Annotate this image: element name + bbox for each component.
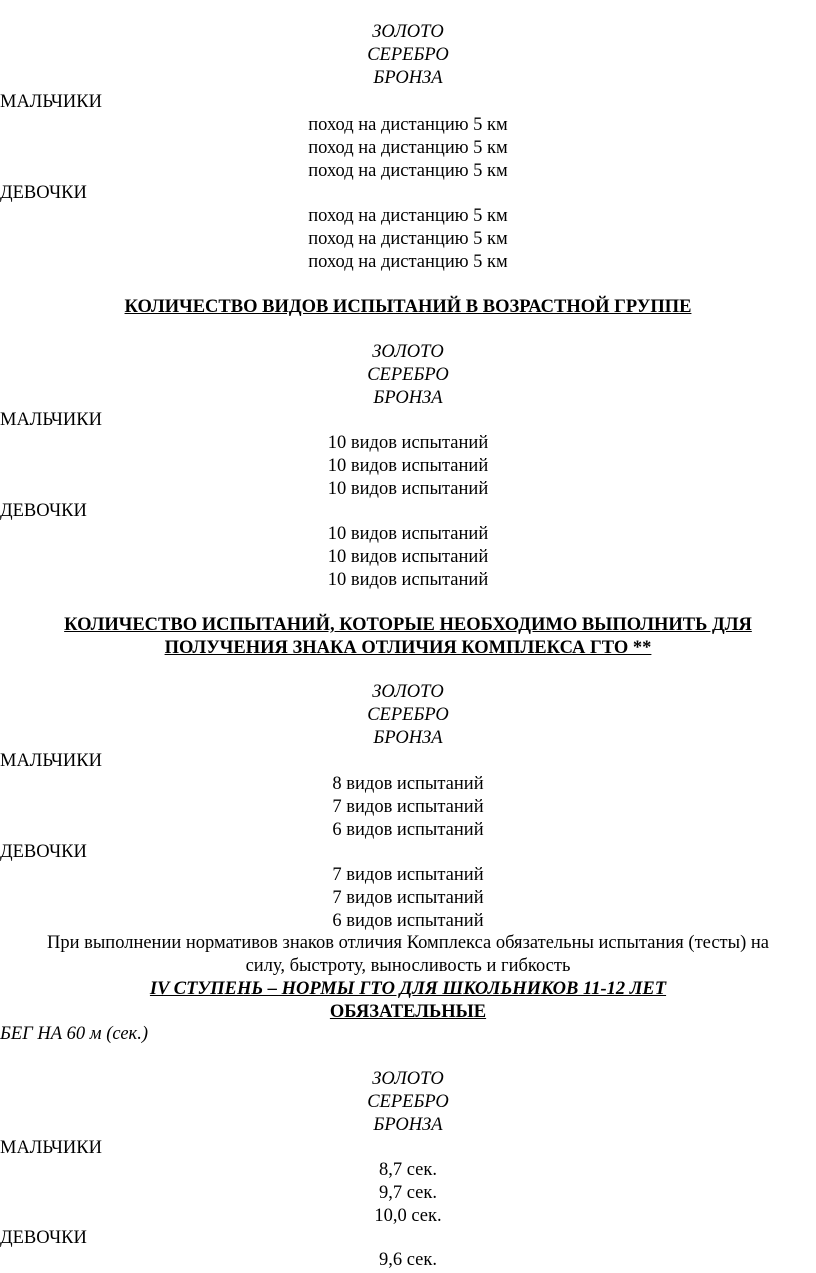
girls-bronze-value: поход на дистанцию 5 км — [308, 252, 508, 272]
girls-gold-value: поход на дистанцию 5 км — [308, 206, 508, 226]
boys-bronze-value: 6 видов испытаний — [332, 820, 484, 840]
note-line1: При выполнении нормативов знаков отличия Комплекса обязательны испытания (тесты) на — [47, 933, 769, 953]
medal-bronze-label: БРОНЗА — [373, 388, 443, 408]
girls-silver-value: поход на дистанцию 5 км — [308, 229, 508, 249]
girls-silver-value: 10 видов испытаний — [327, 547, 489, 567]
section-heading-line1: КОЛИЧЕСТВО ИСПЫТАНИЙ, КОТОРЫЕ НЕОБХОДИМО ВЫПОЛНИТЬ ДЛЯ — [64, 615, 752, 635]
girls-silver-value: 7 видов испытаний — [332, 888, 484, 908]
boys-bronze-value: поход на дистанцию 5 км — [308, 161, 508, 181]
boys-silver-value: 7 видов испытаний — [332, 797, 484, 817]
medal-silver-label: СЕРЕБРО — [367, 705, 449, 725]
medal-bronze-label: БРОНЗА — [373, 728, 443, 748]
girls-gold-value: 9,6 сек. — [378, 1250, 437, 1270]
medal-gold-label: ЗОЛОТО — [372, 22, 444, 42]
girls-gold-value: 10 видов испытаний — [327, 524, 489, 544]
boys-silver-value: 10 видов испытаний — [327, 456, 489, 476]
boys-gold-value: 8,7 сек. — [378, 1160, 437, 1180]
group-boys-label: МАЛЬЧИКИ — [0, 410, 102, 430]
boys-bronze-value: 10 видов испытаний — [327, 479, 489, 499]
section-heading: КОЛИЧЕСТВО ВИДОВ ИСПЫТАНИЙ В ВОЗРАСТНОЙ ГРУППЕ — [124, 297, 692, 317]
medal-bronze-label: БРОНЗА — [373, 1115, 443, 1135]
medal-silver-label: СЕРЕБРО — [367, 45, 449, 65]
group-girls-label: ДЕВОЧКИ — [0, 1228, 87, 1248]
medal-gold-label: ЗОЛОТО — [372, 342, 444, 362]
section-heading-line2: ПОЛУЧЕНИЯ ЗНАКА ОТЛИЧИЯ КОМПЛЕКСА ГТО ** — [164, 638, 652, 658]
test-title: БЕГ НА 60 м (сек.) — [0, 1024, 148, 1044]
medal-silver-label: СЕРЕБРО — [367, 1092, 449, 1112]
medal-bronze-label: БРОНЗА — [373, 68, 443, 88]
medal-gold-label: ЗОЛОТО — [372, 682, 444, 702]
group-boys-label: МАЛЬЧИКИ — [0, 751, 102, 771]
girls-gold-value: 7 видов испытаний — [332, 865, 484, 885]
medal-gold-label: ЗОЛОТО — [372, 1069, 444, 1089]
stage-heading: IV СТУПЕНЬ – НОРМЫ ГТО ДЛЯ ШКОЛЬНИКОВ 11-12 ЛЕТ — [149, 979, 667, 999]
boys-gold-value: поход на дистанцию 5 км — [308, 115, 508, 135]
boys-silver-value: 9,7 сек. — [378, 1183, 437, 1203]
group-boys-label: МАЛЬЧИКИ — [0, 1138, 102, 1158]
boys-gold-value: 10 видов испытаний — [327, 433, 489, 453]
boys-silver-value: поход на дистанцию 5 км — [308, 138, 508, 158]
boys-gold-value: 8 видов испытаний — [332, 774, 484, 794]
boys-bronze-value: 10,0 сек. — [374, 1206, 442, 1226]
group-girls-label: ДЕВОЧКИ — [0, 842, 87, 862]
group-girls-label: ДЕВОЧКИ — [0, 501, 87, 521]
girls-bronze-value: 6 видов испытаний — [332, 911, 484, 931]
mandatory-heading: ОБЯЗАТЕЛЬНЫЕ — [329, 1002, 487, 1022]
girls-bronze-value: 10 видов испытаний — [327, 570, 489, 590]
group-girls-label: ДЕВОЧКИ — [0, 183, 87, 203]
group-boys-label: МАЛЬЧИКИ — [0, 92, 102, 112]
medal-silver-label: СЕРЕБРО — [367, 365, 449, 385]
note-line2: силу, быстроту, выносливость и гибкость — [245, 956, 571, 976]
